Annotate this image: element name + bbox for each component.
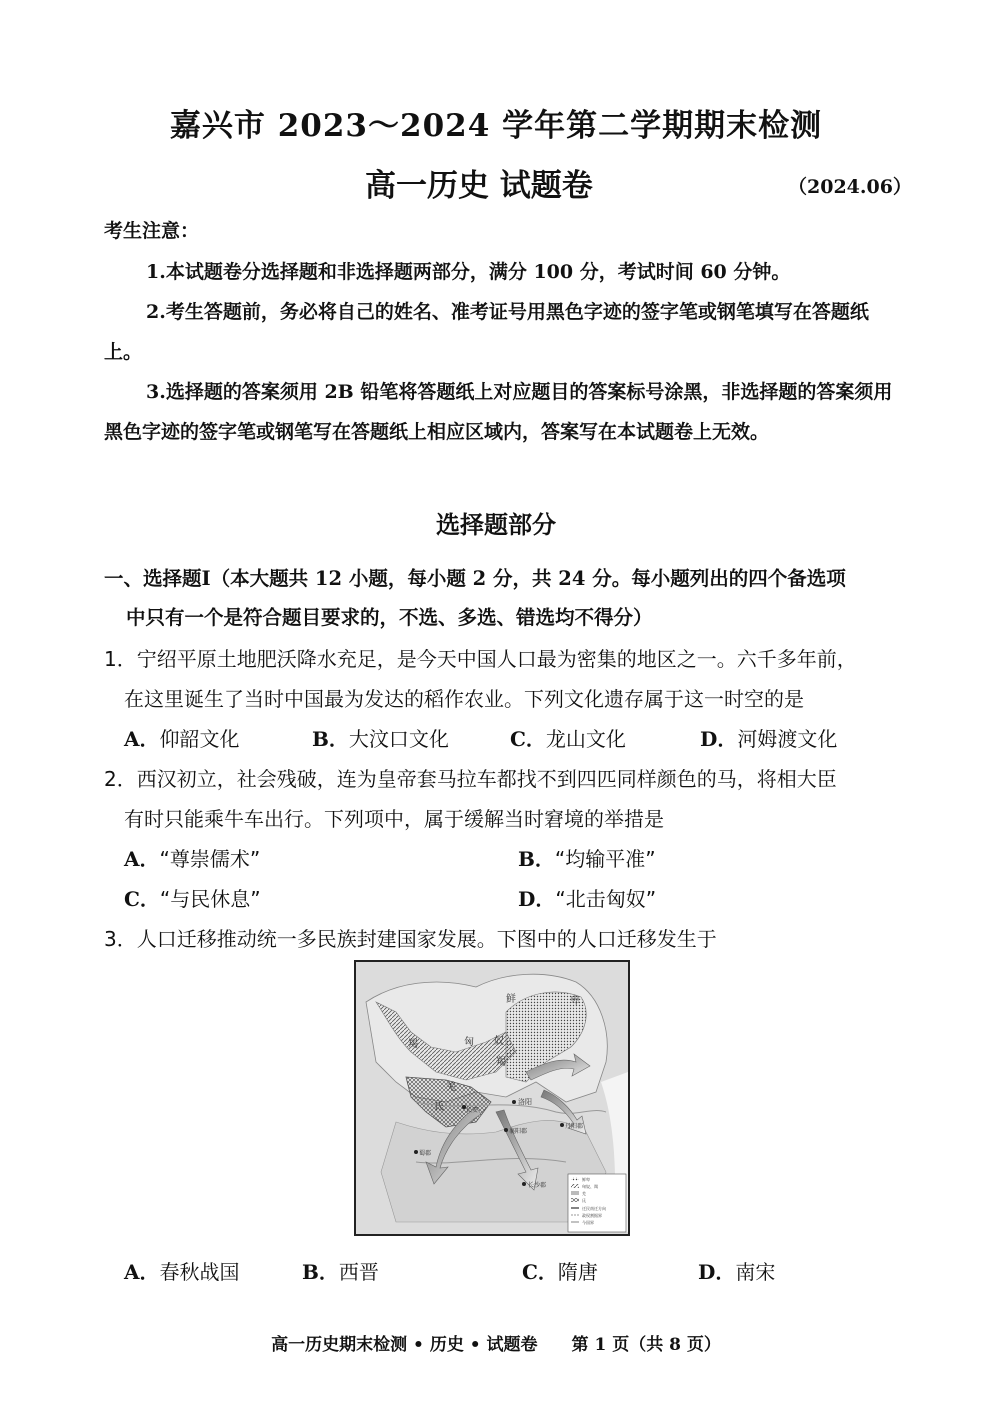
migration-map-svg	[356, 962, 628, 1234]
question-1-line2: 在这里诞生了当时中国最为发达的稻作农业。下列文化遗存属于这一时空的是	[124, 687, 804, 711]
exam-subtitle: 高一历史 试题卷	[365, 168, 593, 204]
map-label-di: 氐	[434, 1102, 444, 1113]
question-3-option-d[interactable]: D．南宋	[698, 1260, 776, 1284]
map-label-qiang: 羌	[446, 1082, 456, 1093]
map-label-jie-2: 羯	[496, 1057, 506, 1068]
map-label-changan: 长安	[466, 1107, 479, 1114]
legend-item-4: 氐	[582, 1198, 586, 1203]
map-label-danyang: 丹阳郡	[565, 1123, 584, 1130]
map-label-xiangyang: 襄阳郡	[509, 1128, 528, 1135]
map-label-xiongnu-1: 匈	[464, 1037, 474, 1048]
notice-item-1: 1.本试题卷分选择题和非选择题两部分，满分 100 分，考试时间 60 分钟。	[146, 261, 791, 283]
question-2-option-b[interactable]: B．“均输平准”	[518, 847, 656, 871]
page-footer: 高一历史期末检测 • 历史 • 试题卷 第 1 页（共 8 页）	[271, 1335, 721, 1355]
question-3-option-a[interactable]: A．春秋战国	[124, 1260, 240, 1284]
legend-item-1: 鲜卑	[582, 1177, 590, 1182]
question-3-option-b[interactable]: B．西晋	[302, 1260, 379, 1284]
map-label-shujun: 蜀郡	[419, 1150, 432, 1157]
legend-item-3: 羌	[582, 1191, 586, 1196]
exam-title: 嘉兴市 2023～2024 学年第二学期期末检测	[169, 108, 823, 144]
map-legend-box	[568, 1174, 626, 1232]
legend-item-2: 匈奴、羯	[582, 1184, 598, 1189]
question-2-option-d[interactable]: D．“北击匈奴”	[518, 887, 657, 911]
map-label-luoyang: 洛阳	[518, 1098, 532, 1106]
notice-item-2: 2.考生答题前，务必将自己的姓名、准考证号用黑色字迹的签字笔或钢笔填写在答题纸上。	[104, 301, 869, 363]
map-label-xiongnu-2: 奴	[494, 1036, 504, 1047]
section-title: 选择题部分	[436, 510, 556, 539]
question-2-option-c[interactable]: C．“与民休息”	[124, 887, 261, 911]
question-3-option-c[interactable]: C．隋唐	[522, 1260, 598, 1284]
question-1-option-a[interactable]: A．仰韶文化	[124, 727, 240, 751]
question-1-option-b[interactable]: B．大汶口文化	[312, 727, 449, 751]
legend-item-6: 政权割据界	[582, 1213, 602, 1218]
question-2-option-a[interactable]: A．“尊崇儒术”	[124, 847, 261, 871]
notice-title: 考生注意：	[104, 220, 200, 242]
notice-item-3: 3.选择题的答案须用 2B 铅笔将答题纸上对应题目的答案标号涂黑，非选择题的答案须用黑色字迹的签字笔或钢笔写在答题纸上相应区域内，答案写在本试题卷上无效。	[104, 381, 893, 443]
map-label-jie: 羯	[408, 1039, 418, 1050]
map-label-bei: 卑	[570, 996, 580, 1007]
question-2-line1: 2．西汉初立，社会残破，连为皇帝套马拉车都找不到四匹同样颜色的马，将相大臣	[104, 767, 837, 791]
map-label-xianbei: 鲜	[506, 994, 516, 1005]
part1-heading-line2: 中只有一个是符合题目要求的，不选、多选、错选均不得分）	[126, 606, 653, 629]
question-1-option-d[interactable]: D．河姆渡文化	[700, 727, 838, 751]
question-3-line1: 3．人口迁移推动统一多民族封建国家发展。下图中的人口迁移发生于	[104, 927, 717, 951]
legend-item-5: 迁民南迁方向	[582, 1206, 606, 1211]
part1-heading-line1: 一、选择题Ⅰ（本大题共 12 小题，每小题 2 分，共 24 分。每小题列出的四个备选项	[104, 567, 846, 590]
exam-date: （2024.06）	[788, 176, 912, 198]
question-1-option-c[interactable]: C．龙山文化	[510, 727, 626, 751]
legend-item-7: 今国界	[582, 1220, 594, 1225]
map-label-changsha: 长沙郡	[528, 1182, 547, 1189]
question-2-line2: 有时只能乘牛车出行。下列项中，属于缓解当时窘境的举措是	[124, 807, 664, 831]
question-1-line1: 1．宁绍平原土地肥沃降水充足，是今天中国人口最为密集的地区之一。六千多年前，	[104, 647, 857, 671]
migration-map	[354, 960, 630, 1236]
